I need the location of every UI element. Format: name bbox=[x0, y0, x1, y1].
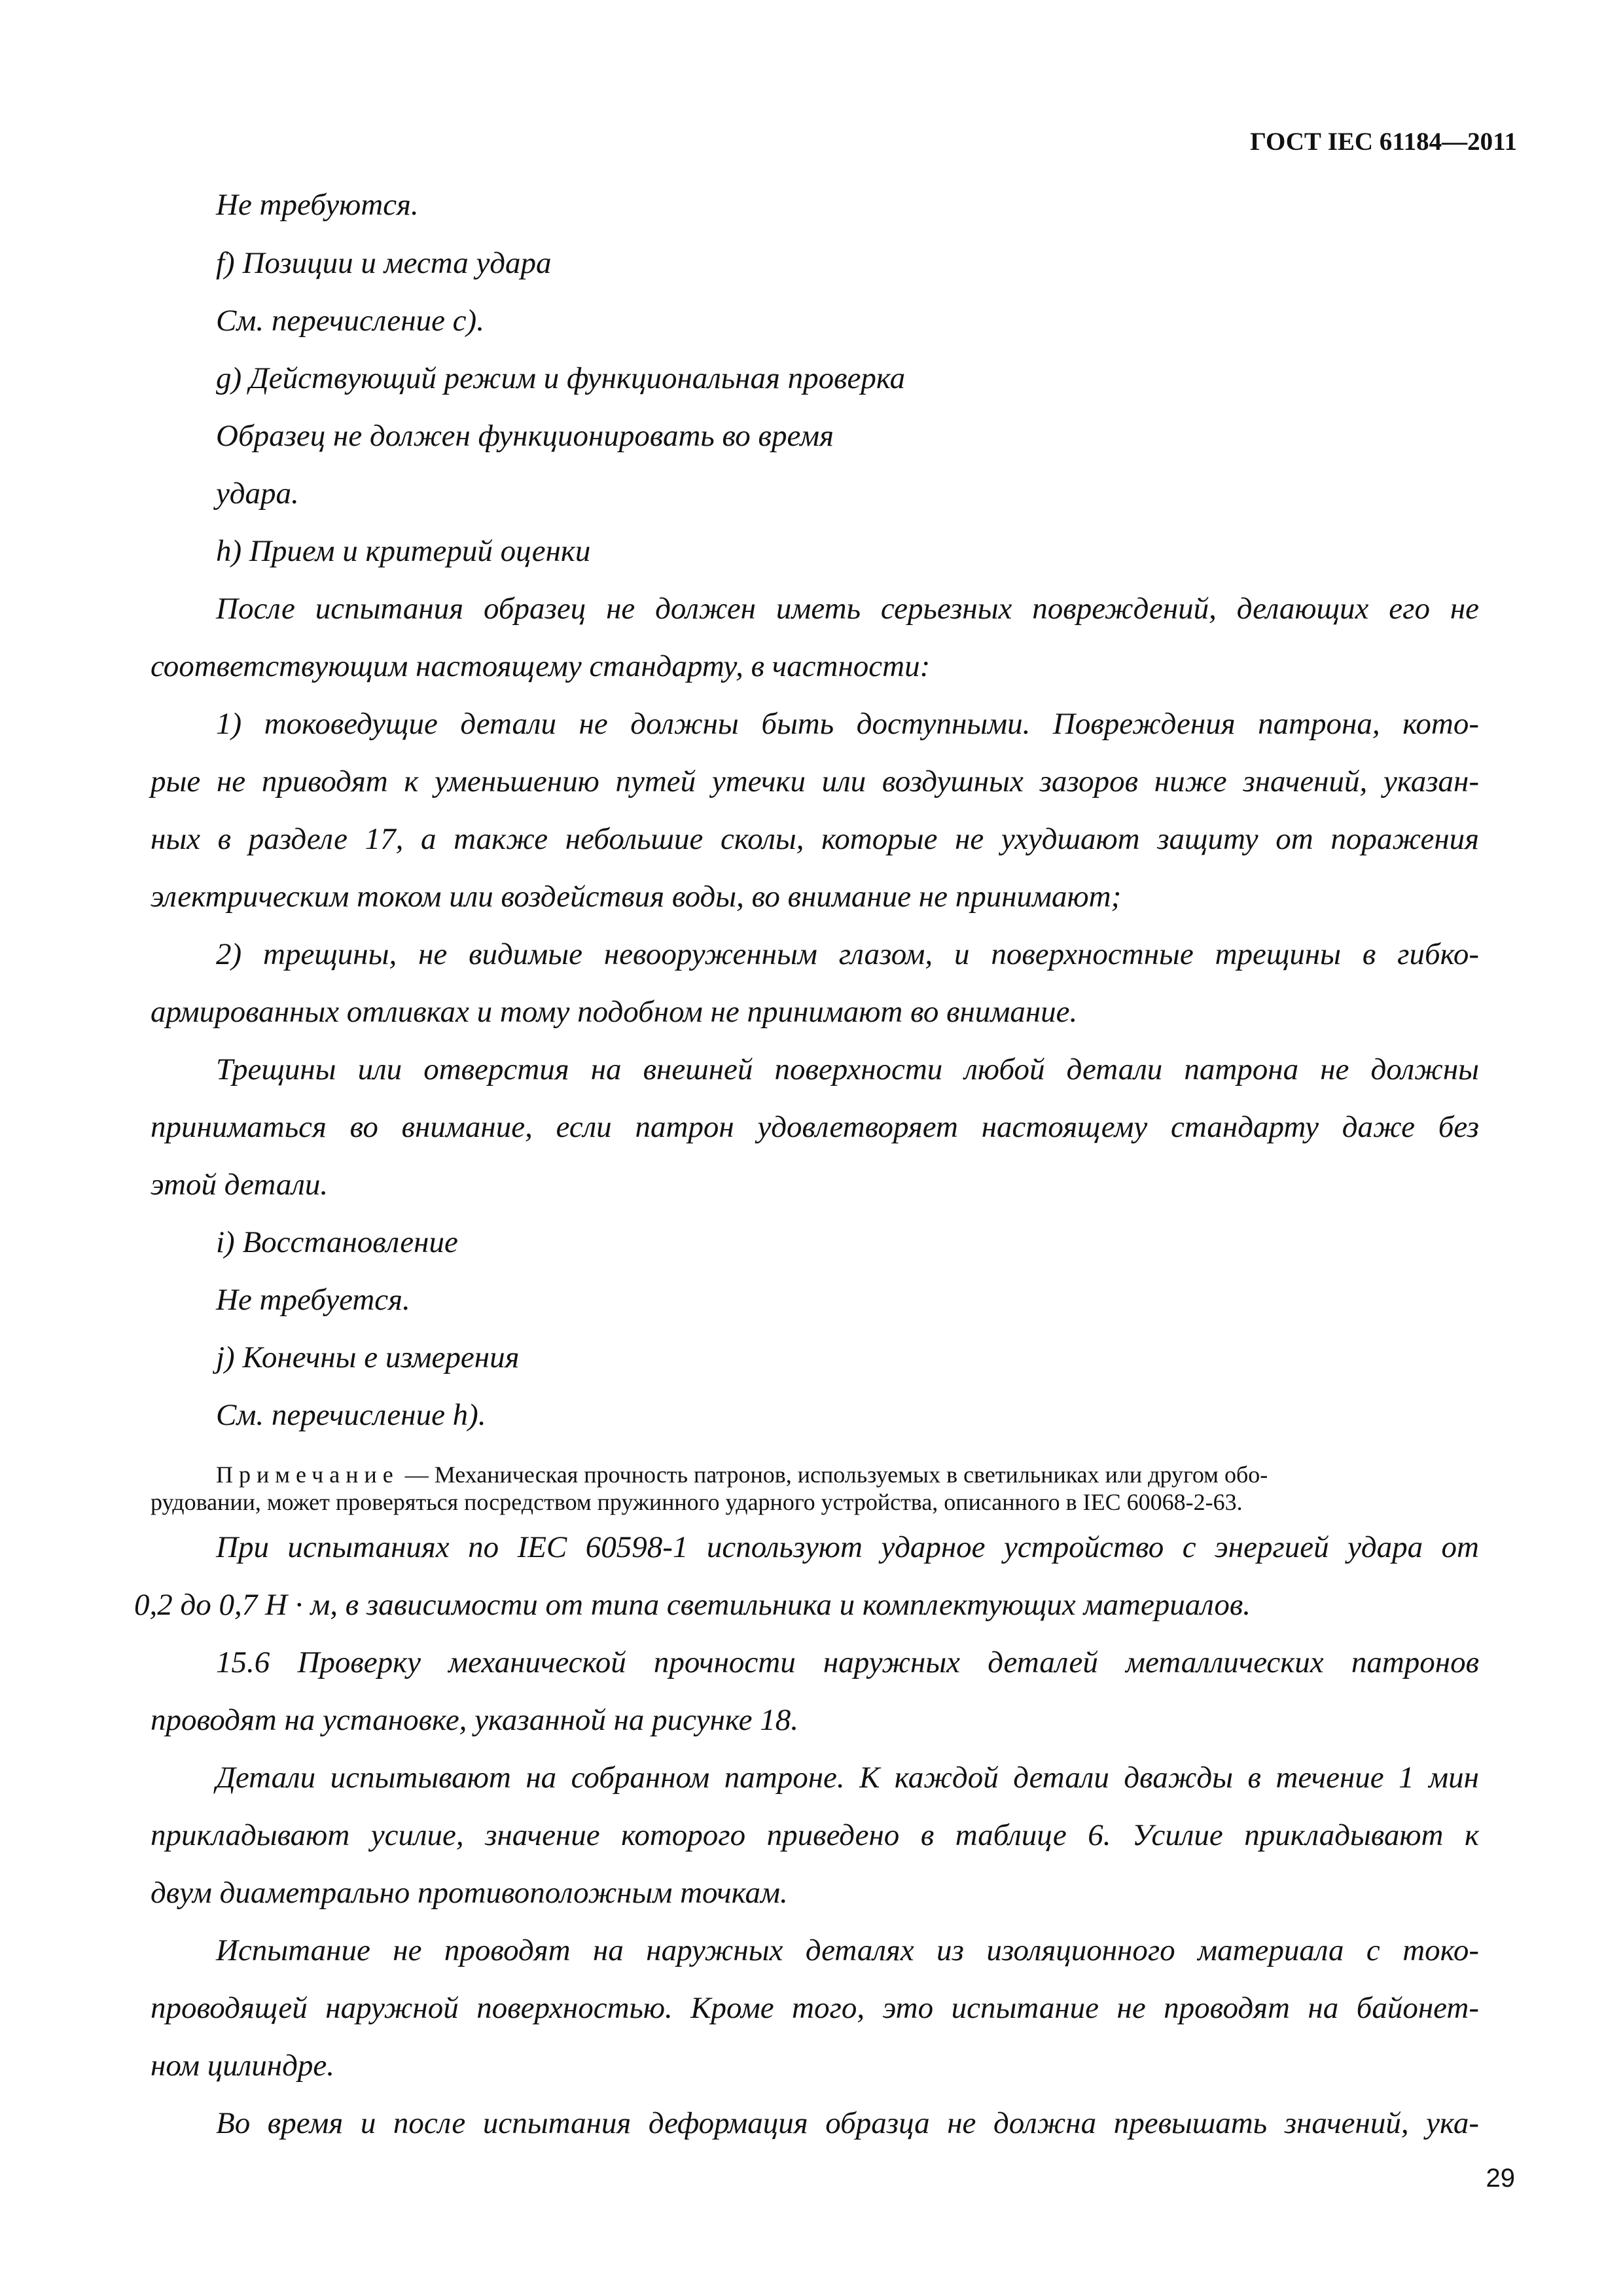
item-i-heading: i) Восстановление bbox=[216, 1225, 458, 1259]
text-line: Не требуются. bbox=[216, 188, 419, 222]
document-header: ГОСТ IEC 61184—2011 bbox=[1250, 128, 1517, 156]
text-line: См. перечисление с). bbox=[216, 304, 484, 338]
text-line: См. перечисление h). bbox=[216, 1398, 486, 1432]
section-15-6-line: 15.6 Проверку механической прочности наружных деталей металлических патронов bbox=[216, 1645, 1479, 1679]
paragraph-line: прикладывают усилие, значение которого приведено в таблице 6. Усилие прикладывают к bbox=[151, 1818, 1479, 1852]
paragraph-line: проводящей наружной поверхностью. Кроме того, это испытание не проводят на байонет- bbox=[151, 1991, 1479, 2025]
paragraph-line: Во время и после испытания деформация образца не должна превышать значений, ука- bbox=[216, 2106, 1479, 2140]
paragraph-line: проводят на установке, указанной на рисунке 18. bbox=[151, 1703, 799, 1737]
note-text: — Механическая прочность патронов, используемых в светильниках или другом обо- bbox=[399, 1462, 1268, 1488]
paragraph-line: рые не приводят к уменьшению путей утечки или воздушных зазоров ниже значений, указан- bbox=[151, 764, 1479, 798]
paragraph-line: 2) трещины, не видимые невооруженным глазом, и поверхностные трещины в гибко- bbox=[216, 937, 1479, 971]
item-j-heading: j) Конечны е измерения bbox=[216, 1340, 520, 1374]
paragraph-line: ных в разделе 17, а также небольшие сколы, которые не ухудшают защиту от поражения bbox=[151, 822, 1479, 856]
paragraph-line: соответствующим настоящему стандарту, в частности: bbox=[151, 649, 931, 683]
paragraph-line: Испытание не проводят на наружных деталях из изоляционного материала с токо- bbox=[216, 1933, 1479, 1967]
page-number: 29 bbox=[1486, 2164, 1515, 2193]
note-line-1 bbox=[216, 1461, 1268, 1488]
paragraph-line: двум диаметрально противоположным точкам. bbox=[151, 1876, 788, 1910]
paragraph-line: При испытаниях по IEC 60598-1 используют ударное устройство с энергией удара от bbox=[216, 1530, 1479, 1564]
item-f-heading: f) Позиции и места удара bbox=[216, 246, 552, 280]
paragraph-line: Детали испытывают на собранном патроне. К каждой детали дважды в течение 1 мин bbox=[216, 1761, 1479, 1795]
note-line-2: рудовании, может проверяться посредством пружинного ударного устройства, описанного в IEC 60068-2-63. bbox=[151, 1489, 1243, 1515]
paragraph-line: армированных отливках и тому подобном не принимают во внимание. bbox=[151, 995, 1078, 1029]
paragraph-line: этой детали. bbox=[151, 1168, 329, 1202]
text-line: Образец не должен функционировать во время bbox=[216, 419, 834, 453]
paragraph-line: 1) токоведущие детали не должны быть доступными. Повреждения патрона, кото- bbox=[216, 707, 1479, 741]
paragraph-line: Трещины или отверстия на внешней поверхности любой детали патрона не должны bbox=[216, 1052, 1479, 1086]
text-line: Не требуется. bbox=[216, 1283, 410, 1317]
paragraph-line: ном цилиндре. bbox=[151, 2049, 334, 2083]
paragraph-line: 0,2 до 0,7 Н · м, в зависимости от типа светильника и комплектующих материалов. bbox=[134, 1588, 1251, 1622]
paragraph-line: приниматься во внимание, если патрон удовлетворяет настоящему стандарту даже без bbox=[151, 1110, 1479, 1144]
item-h-heading: h) Прием и критерий оценки bbox=[216, 534, 591, 568]
note-label: Примечание bbox=[216, 1462, 399, 1488]
text-line: удара. bbox=[216, 476, 299, 511]
item-g-heading: g) Действующий режим и функциональная проверка bbox=[216, 361, 906, 395]
paragraph-line: электрическим током или воздействия воды, во внимание не принимают; bbox=[151, 880, 1122, 914]
paragraph-line: После испытания образец не должен иметь серьезных повреждений, делающих его не bbox=[216, 592, 1479, 626]
